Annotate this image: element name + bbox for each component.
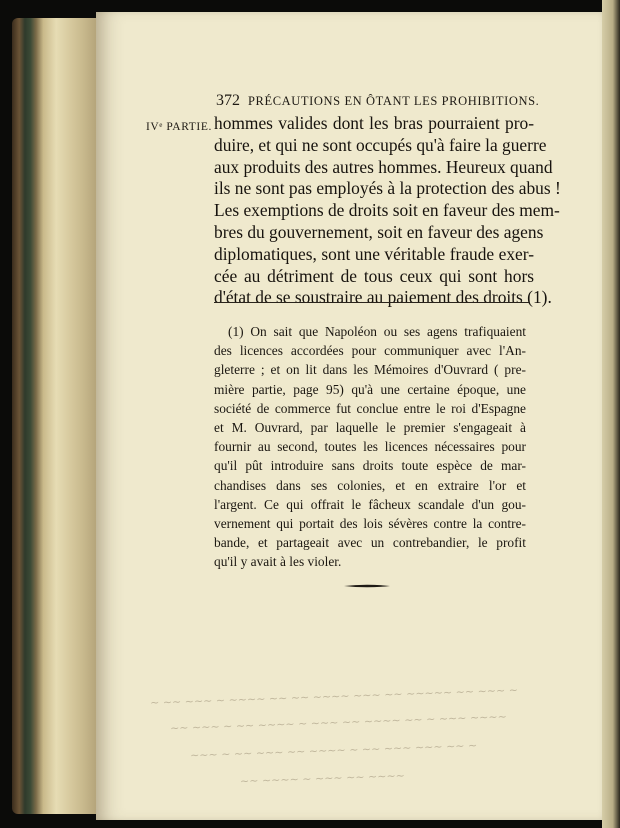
body-line: bres du gouvernement, soit en faveur des agens: [214, 221, 544, 242]
footnote-line: vernement qui portait des lois sévères contre la contre-: [214, 516, 526, 532]
bleed-through-marks: ~~ ~~~~ ~ ~~~ ~~ ~~~~: [239, 769, 406, 788]
body-line: diplomatiques, sont une véritable fraude exer-: [214, 243, 534, 264]
bleed-through-marks: ~~ ~~~ ~ ~~ ~~~~ ~ ~~~ ~~ ~~~~ ~~ ~ ~~~ ~~~~: [169, 710, 508, 735]
footnote: [214, 322, 526, 572]
body-line: ils ne sont pas employés à la protection des abus !: [214, 178, 561, 199]
body-line: d'état de se soustraire au paiement des droits (1).: [214, 287, 552, 308]
footnote-line: l'argent. Ce qui offrait le fâcheux scandale d'un gou-: [214, 496, 526, 512]
body-text: [214, 113, 561, 309]
bleed-through-marks: ~ ~~ ~~~ ~ ~~~~ ~~ ~~ ~~~~ ~~~ ~~ ~~~~~ ~~ ~~~ ~: [149, 683, 519, 710]
running-header: [216, 92, 540, 110]
footnote-line: bande, et partageait avec un contrebandier, le profit: [214, 535, 526, 551]
facing-page-edge: [602, 0, 620, 828]
footnote-line: mière partie, page 95) qu'à une certaine époque, une: [214, 381, 526, 397]
body-line: Les exemptions de droits soit en faveur des mem-: [214, 200, 560, 221]
margin-note: IVᵉ PARTIE.: [146, 121, 212, 133]
footnote-line: fournir au second, toutes les licences nécessaires pour: [214, 439, 526, 455]
end-ornament: [344, 582, 390, 590]
body-line: aux produits des autres hommes. Heureux quand: [214, 156, 553, 177]
footnote-line: société de commerce fut conclue entre le roi d'Espagne: [214, 400, 526, 416]
body-line: cée au détriment de tous ceux qui sont hors: [214, 265, 534, 286]
footnote-line: chandises dans ses colonies, et en extraire l'or et: [214, 477, 526, 493]
running-title: PRÉCAUTIONS EN ÔTANT LES PROHIBITIONS.: [248, 94, 540, 108]
footnote-line: et M. Ouvrard, par laquelle le premier s'engageait à: [214, 420, 526, 436]
book-page-edges: [12, 18, 104, 814]
page-number: 372: [216, 92, 240, 109]
footnote-rule: [214, 302, 530, 303]
footnote-line: (1) On sait que Napoléon ou ses agens trafiquaient: [228, 324, 526, 339]
footnote-line: gleterre ; et on lit dans les Mémoires d'Ouvrard ( pre-: [214, 362, 526, 378]
footnote-line: qu'il pût introduire sans droits toute espèce de mar-: [214, 458, 526, 474]
footnote-line: des licences accordées pour communiquer avec l'An-: [214, 343, 526, 359]
body-line: hommes valides dont les bras pourraient pro-: [214, 113, 534, 133]
body-line: duire, et qui ne sont occupés qu'à faire la guerre: [214, 134, 547, 155]
bleed-through-marks: ~~~ ~ ~~ ~~~ ~~ ~~~~ ~ ~~ ~~~ ~~~ ~~ ~: [189, 738, 478, 763]
footnote-line: qu'il y avait à les violer.: [214, 554, 342, 570]
